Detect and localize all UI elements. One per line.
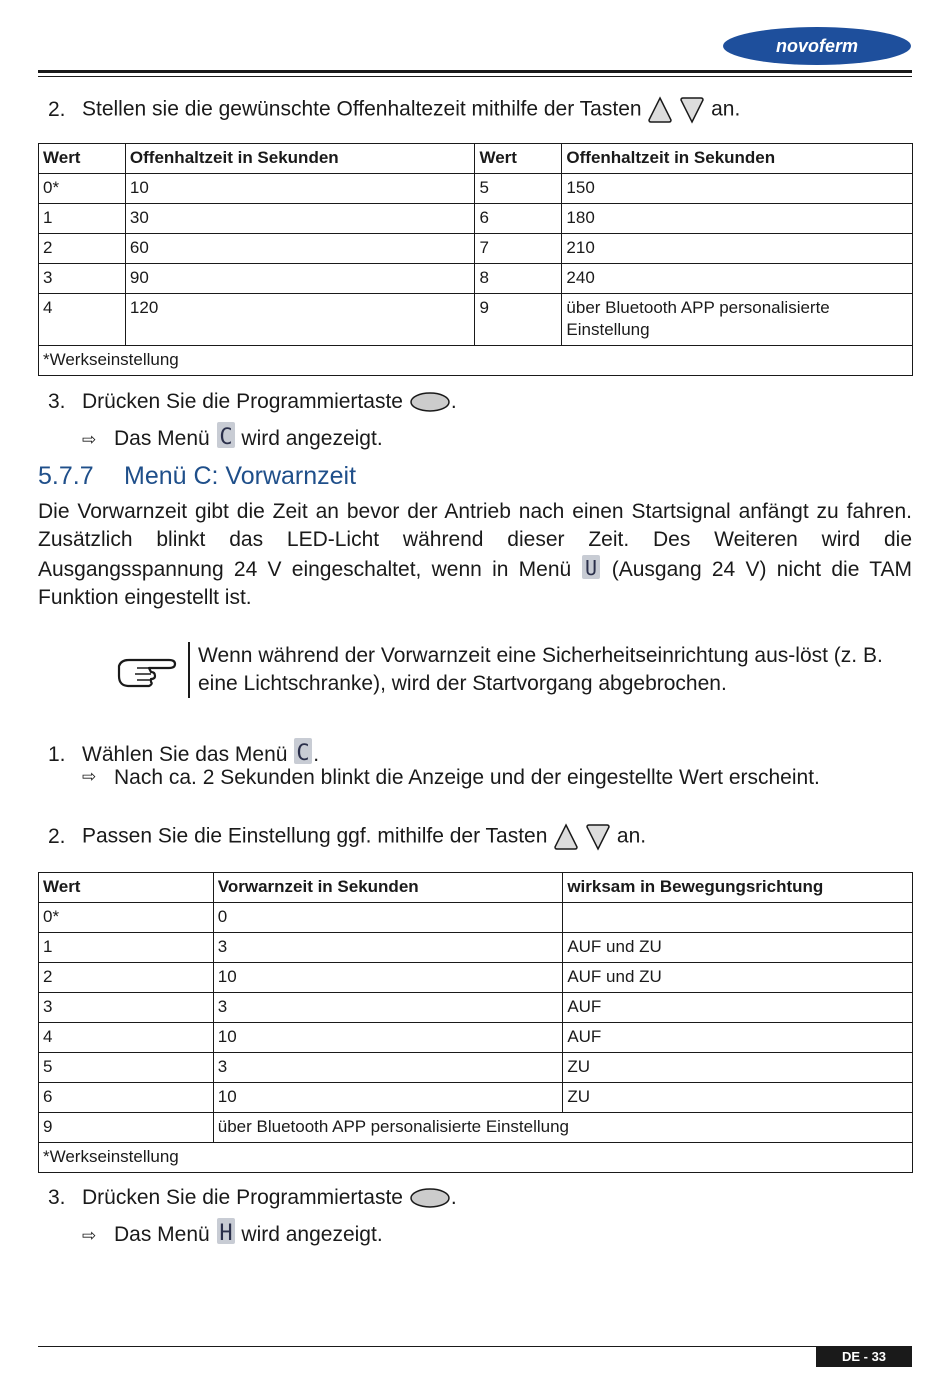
down-arrow-key-icon (679, 96, 705, 124)
table-cell: 240 (562, 264, 913, 294)
svg-text:C: C (218, 425, 233, 449)
step-press-program-key: 3. Drücken Sie die Programmiertaste . (48, 390, 457, 413)
table-cell: 2 (39, 234, 126, 264)
result-arrow-icon: ⇨ (82, 767, 97, 786)
table-row (39, 234, 913, 264)
table-cell: 7 (475, 234, 562, 264)
table-cell: 2 (39, 963, 214, 993)
table-cell: AUF und ZU (563, 933, 913, 963)
result-menu-c-shown: ⇨ Das Menü C wird angezeigt. (82, 421, 383, 453)
table-cell: 90 (125, 264, 475, 294)
column-header: Wert (475, 144, 562, 174)
table-row (39, 1053, 913, 1083)
step-adjust-setting: 2. Passen Sie die Einstellung ggf. mithilfe der Tasten an. (48, 823, 646, 851)
table-row (39, 174, 913, 204)
table-cell: 5 (475, 174, 562, 204)
table-row (39, 1083, 913, 1113)
section-heading: 5.7.7 Menü C: Vorwarnzeit (38, 462, 357, 490)
table-header-row (39, 873, 913, 903)
table-cell: über Bluetooth APP personalisierte Einstellung (213, 1113, 912, 1143)
table-cell: AUF (563, 993, 913, 1023)
table-cell: 120 (125, 294, 475, 346)
table-cell: 3 (213, 933, 563, 963)
table-row (39, 993, 913, 1023)
table-cell: 0* (39, 903, 214, 933)
down-arrow-key-icon (585, 823, 611, 851)
section-paragraph: Die Vorwarnzeit gibt die Zeit an bevor der Antrieb nach einen Startsignal anfängt zu fahren. Zusätzlich blinkt das LED-Licht während dieser Zeit. Des Weiteren wird die Ausgangsspannung 24 V eingeschaltet, wenn in Menü U (Ausgang 24 V) nicht die TAM Funktion eingestellt ist. (38, 500, 913, 609)
table-row (39, 903, 913, 933)
program-key-icon (409, 391, 451, 413)
table-cell: ZU (563, 1083, 913, 1113)
table-row (39, 963, 913, 993)
table-cell: 0 (213, 903, 563, 933)
table-cell: 60 (125, 234, 475, 264)
table-cell: 150 (562, 174, 913, 204)
svg-text:C: C (296, 741, 310, 765)
table-cell: 210 (562, 234, 913, 264)
table-cell: AUF und ZU (563, 963, 913, 993)
table-cell: 9 (39, 1113, 214, 1143)
column-header: Wert (39, 873, 214, 903)
column-header: Vorwarnzeit in Sekunden (213, 873, 563, 903)
table-cell: 6 (475, 204, 562, 234)
result-display-blinks: ⇨ Nach ca. 2 Sekunden blinkt die Anzeige und der eingestellte Wert erscheint. (82, 766, 820, 789)
column-header: wirksam in Bewegungsrichtung (563, 873, 913, 903)
novoferm-logo (722, 26, 912, 66)
table-row (39, 264, 913, 294)
table-row (39, 204, 913, 234)
table-cell: 3 (39, 264, 126, 294)
svg-text:H: H (218, 1221, 233, 1245)
hold-open-time-table (38, 143, 913, 376)
table-cell: 1 (39, 204, 126, 234)
pointing-hand-icon (115, 652, 177, 690)
table-header-row (39, 144, 913, 174)
header-rule (38, 70, 912, 73)
table-cell: 9 (475, 294, 562, 346)
table-cell (563, 903, 913, 933)
table-cell: 10 (125, 174, 475, 204)
table-cell: 0* (39, 174, 126, 204)
table-cell: 6 (39, 1083, 214, 1113)
table-cell: 3 (213, 993, 563, 1023)
display-c-icon (293, 737, 313, 765)
result-menu-h-shown: ⇨ Das Menü H wird angezeigt. (82, 1217, 383, 1249)
safety-note: Wenn während der Vorwarnzeit eine Sicherheitseinrichtung aus-löst (z. B. eine Lichtschranke), wird der Startvorgang abgebrochen. (188, 642, 922, 698)
table-footnote-row (39, 1143, 913, 1173)
table-row (39, 1023, 913, 1053)
table-cell: 10 (213, 963, 563, 993)
footer-rule (38, 1346, 912, 1347)
table-cell: 10 (213, 1023, 563, 1053)
table-cell: 8 (475, 264, 562, 294)
table-row (39, 1113, 913, 1143)
svg-text:U: U (585, 556, 598, 580)
display-h-icon (216, 1217, 236, 1245)
table-cell: 10 (213, 1083, 563, 1113)
column-header: Wert (39, 144, 126, 174)
step-press-program-key: 3. Drücken Sie die Programmiertaste . (48, 1186, 457, 1209)
header-rule-thin (38, 76, 912, 77)
column-header: Offenhaltzeit in Sekunden (562, 144, 913, 174)
table-cell: 180 (562, 204, 913, 234)
table-row (39, 933, 913, 963)
table-footnote: *Werkseinstellung (39, 1143, 913, 1173)
table-footnote-row (39, 346, 913, 376)
table-cell: 30 (125, 204, 475, 234)
table-cell: 3 (39, 993, 214, 1023)
table-cell: 1 (39, 933, 214, 963)
table-cell: 4 (39, 294, 126, 346)
program-key-icon (409, 1187, 451, 1209)
table-cell: 4 (39, 1023, 214, 1053)
table-cell: ZU (563, 1053, 913, 1083)
table-row (39, 294, 913, 346)
table-cell: AUF (563, 1023, 913, 1053)
page-number: DE - 33 (816, 1347, 912, 1367)
result-arrow-icon: ⇨ (82, 430, 97, 449)
result-arrow-icon: ⇨ (82, 1226, 97, 1245)
up-arrow-key-icon (647, 96, 673, 124)
table-cell: 5 (39, 1053, 214, 1083)
step-set-hold-open-time: 2. Stellen sie die gewünschte Offenhaltezeit mithilfe der Tasten an. (48, 96, 740, 124)
up-arrow-key-icon (553, 823, 579, 851)
table-cell: über Bluetooth APP personalisierte Einstellung (562, 294, 913, 346)
column-header: Offenhaltzeit in Sekunden (125, 144, 475, 174)
display-u-icon (581, 554, 601, 580)
logo-text: novoferm (775, 36, 859, 56)
prewarning-time-table (38, 872, 913, 1173)
step-select-menu-c: 1. Wählen Sie das Menü C . (48, 737, 319, 768)
display-c-icon (216, 421, 236, 449)
table-cell: 3 (213, 1053, 563, 1083)
table-footnote: *Werkseinstellung (39, 346, 913, 376)
